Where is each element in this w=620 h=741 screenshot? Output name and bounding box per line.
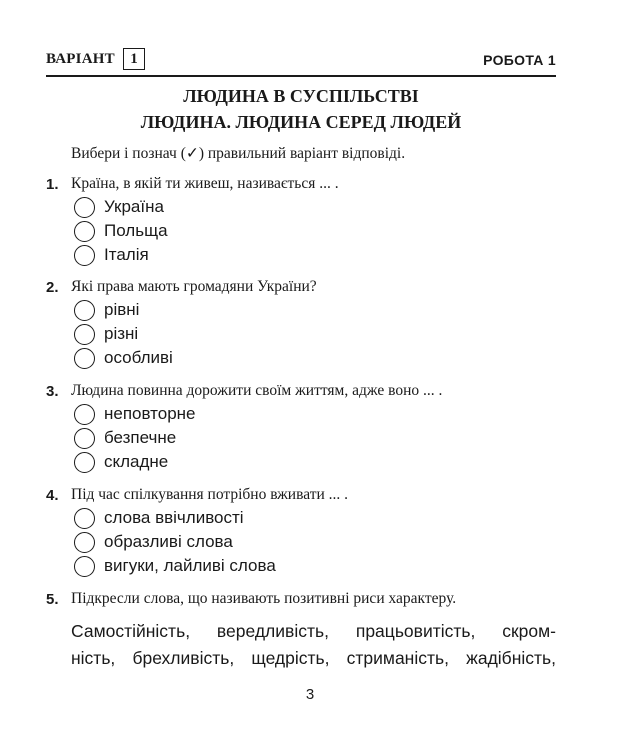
option-label: вигуки, лайливі слова: [104, 556, 276, 575]
word-list-line[interactable]: Самостійність, вередливість, працьовитість, скром-: [71, 621, 556, 641]
question-text: Підкресли слова, що називають позитивні риси характеру.: [71, 590, 457, 607]
option-label: слова ввічливості: [104, 508, 244, 527]
page-number: 3: [305, 686, 315, 703]
question-number: 4.: [46, 487, 59, 504]
radio-circle-icon[interactable]: [74, 197, 95, 218]
option-label: безпечне: [104, 428, 177, 447]
question-text: Людина повинна дорожити своїм життям, адже воно ... .: [71, 382, 443, 399]
radio-circle-icon[interactable]: [74, 508, 95, 529]
variant-label: ВАРІАНТ: [46, 51, 115, 67]
option-label: особливі: [104, 348, 173, 367]
option-label: Італія: [104, 245, 149, 264]
page-header: [46, 48, 556, 74]
page-subtitle: ЛЮДИНА. ЛЮДИНА СЕРЕД ЛЮДЕЙ: [140, 112, 462, 132]
radio-circle-icon[interactable]: [74, 532, 95, 553]
question-text: Під час спілкування потрібно вживати ... .: [71, 486, 349, 503]
option-label: Україна: [104, 197, 164, 216]
question-number: 1.: [46, 176, 59, 193]
question-text: Які права мають громадяни України?: [71, 278, 317, 295]
instruction-text: Вибери і познач (✓) правильний варіант відповіді.: [71, 145, 406, 162]
question-text: Країна, в якій ти живеш, називається ... .: [71, 175, 339, 192]
word-list: [71, 618, 556, 672]
page-title: ЛЮДИНА В СУСПІЛЬСТВІ: [183, 86, 419, 106]
radio-circle-icon[interactable]: [74, 245, 95, 266]
radio-circle-icon[interactable]: [74, 348, 95, 369]
option-label: Польща: [104, 221, 168, 240]
radio-circle-icon[interactable]: [74, 300, 95, 321]
radio-circle-icon[interactable]: [74, 452, 95, 473]
option-label: різні: [104, 324, 139, 343]
radio-circle-icon[interactable]: [74, 556, 95, 577]
option-label: неповторне: [104, 404, 196, 423]
option-label: складне: [104, 452, 169, 471]
question-number: 5.: [46, 591, 59, 608]
radio-circle-icon[interactable]: [74, 428, 95, 449]
question-number: 3.: [46, 383, 59, 400]
question-number: 2.: [46, 279, 59, 296]
radio-circle-icon[interactable]: [74, 324, 95, 345]
radio-circle-icon[interactable]: [74, 404, 95, 425]
option-label: рівні: [104, 300, 140, 319]
header-divider: [46, 75, 556, 77]
word-list-line[interactable]: ність, брехливість, щедрість, стриманість, жадібність,: [71, 648, 556, 668]
variant-number-box: 1: [123, 48, 145, 70]
work-label: РОБОТА 1: [483, 52, 556, 68]
radio-circle-icon[interactable]: [74, 221, 95, 242]
option-label: образливі слова: [104, 532, 233, 551]
